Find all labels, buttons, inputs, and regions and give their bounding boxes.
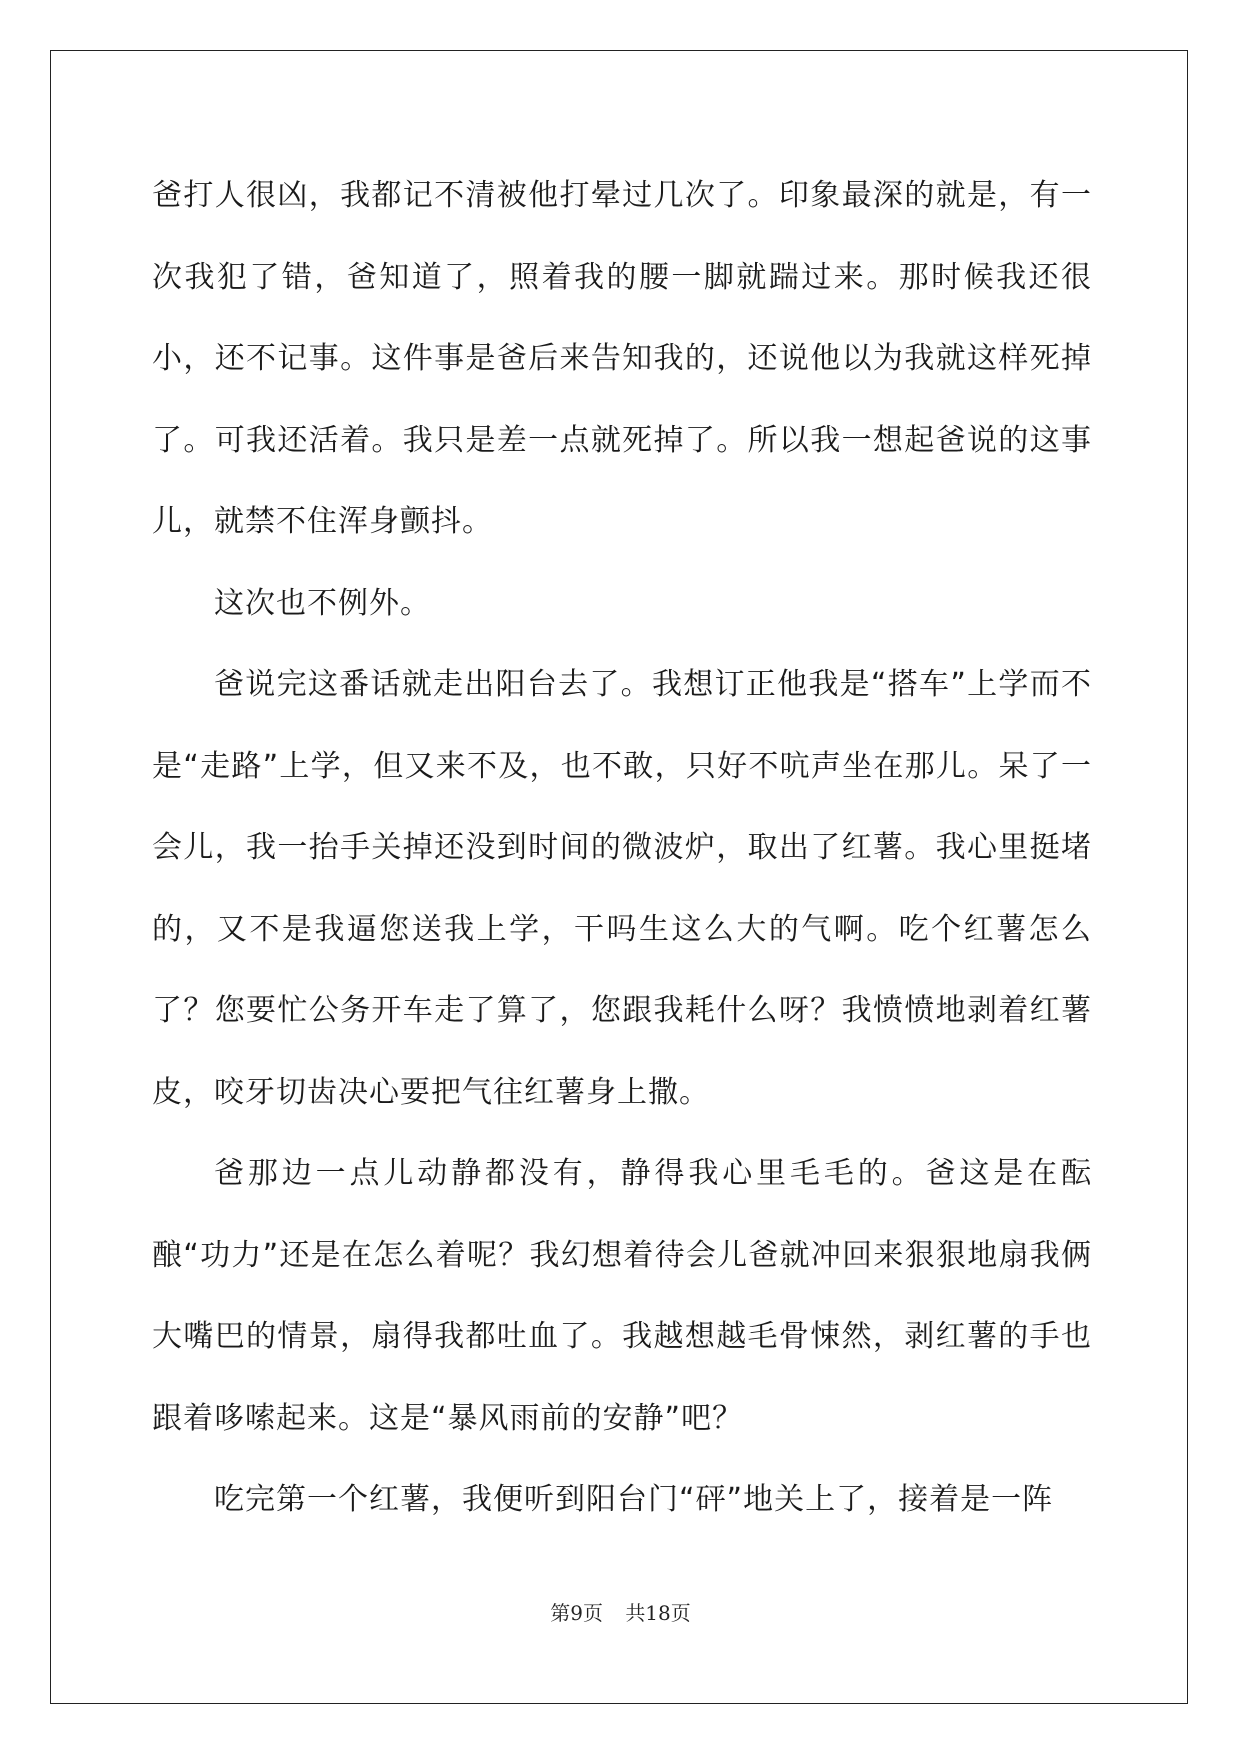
- total-pages-label: 共18页: [625, 1601, 691, 1625]
- paragraph-3: 爸说完这番话就走出阳台去了。我想订正他我是“搭车”上学而不是“走路”上学，但又来不及，也不敢，只好不吭声坐在那儿。呆了一会儿，我一抬手关掉还没到时间的微波炉，取出了红薯。我心里挺堵的，又不是我逼您送我上学，干吗生这么大的气啊。吃个红薯怎么了？您要忙公务开车走了算了，您跟我耗什么呀？我愤愤地剥着红薯皮，咬牙切齿决心要把气往红薯身上撒。: [152, 667, 1092, 1110]
- paragraph-4: 爸那边一点儿动静都没有，静得我心里毛毛的。爸这是在酝酿“功力”还是在怎么着呢？我幻想着待会儿爸就冲回来狠狠地扇我俩大嘴巴的情景，扇得我都吐血了。我越想越毛骨悚然，剥红薯的手也跟着哆嗦起来。这是“暴风雨前的安静”吧？: [152, 1156, 1092, 1436]
- document-body: [152, 155, 1092, 1541]
- paragraph-1: 爸打人很凶，我都记不清被他打晕过几次了。印象最深的就是，有一次我犯了错，爸知道了，照着我的腰一脚就踹过来。那时候我还很小，还不记事。这件事是爸后来告知我的，还说他以为我就这样死掉了。可我还活着。我只是差一点就死掉了。所以我一想起爸说的这事儿，就禁不住浑身颤抖。: [152, 178, 1092, 539]
- page-footer: [0, 1597, 1241, 1626]
- paragraph-5: 吃完第一个红薯，我便听到阳台门“砰”地关上了，接着是一阵: [214, 1482, 1054, 1517]
- current-page-label: 第9页: [550, 1601, 603, 1625]
- paragraph-2: 这次也不例外。: [214, 585, 431, 621]
